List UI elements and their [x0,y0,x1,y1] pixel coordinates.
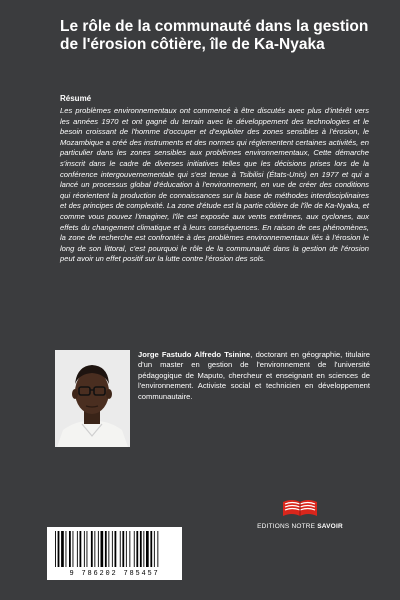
barcode-digits: 9 786202 785457 [69,570,160,578]
barcode-bar [122,531,124,567]
barcode-bar [146,531,149,567]
barcode-bar [98,531,99,567]
barcode-bar [91,531,93,567]
barcode-bar [87,531,88,567]
barcode-bar [73,531,74,567]
barcode-bar [55,531,56,567]
barcode-bar [143,531,144,567]
abstract-heading: Résumé [60,94,92,103]
abstract-text: Les problèmes environnementaux ont commencé à être discutés avec plus d'intérêt vers les années 1970 et ont gagné du terrain avec le développement des technologies et le besoin croissant de l'homme d'occuper et d'exploiter des zones sensibles à l'érosion, le Mozambique a créé des instruments et des normes qui réglementent certaines activités, en particulier dans les zones sensibles aux problèmes environnementaux, Cette démarche s'inscrit dans le cadre de diverses initiatives telles que les décisions prises lors de la conférence intergouvernementale qui s'est tenue à Tsibilisi (États-Unis) en 1977 et qui a lancé un processus global d'éducation à l'environnement, en vue de créer des conditions qui réorientent la production de connaissances sur la base de méthodes interdisciplinaires et des principes de complexité. La zone d'étude est la partie côtière de l'île de Ka-Nyaka, et comme vous pouvez l'imaginer, l'île est exposée aux vents extrêmes, aux cyclones, aux effets du changement climatique et à leurs conséquences. En raison de ces phénomènes, la zone de recherche est confrontée à des problèmes environnementaux liés à l'érosion le long de son littoral, c'est pourquoi le rôle de la communauté dans la gestion de l'érosion peut avoir un effet positif sur la lutte contre l'érosion des sols. [60,106,369,264]
barcode-bar [80,531,82,567]
barcode-bar [108,531,109,567]
barcode-bar [134,531,135,567]
publisher-book-logo-icon [280,494,320,520]
barcode [47,527,182,580]
barcode-bar [157,531,158,567]
barcode-bar [66,531,67,567]
barcode-bar [154,531,155,567]
book-title: Le rôle de la communauté dans la gestion de l'érosion côtière, île de Ka-Nyaka [60,18,369,53]
barcode-bar [129,531,130,567]
author-bio-text: , doctorant en géographie, titulaire d'un master en gestion de l'environnement de l'université pédagogique de Maputo, chercheur et enseignant en sciences de l'environnement. Activiste social et technicien en développement communautaire. [138,350,370,401]
publisher-name-bold: SAVOIR [317,523,343,530]
barcode-bar [84,531,85,567]
barcode-bar [115,531,117,567]
barcode-bar [61,531,64,567]
barcode-bar [136,531,138,567]
barcode-bar [94,531,95,567]
barcode-bar [150,531,152,567]
barcode-bar [105,531,107,567]
barcode-bars-icon [47,527,182,569]
author-portrait-icon [55,350,130,447]
barcode-bar [126,531,127,567]
barcode-bar [58,531,60,567]
barcode-bar [101,531,104,567]
author-photo [55,350,130,447]
barcode-bar [69,531,71,567]
barcode-bar [112,531,113,567]
barcode-bar [140,531,142,567]
publisher-name-regular: EDITIONS NOTRE [257,523,318,530]
barcode-bar [120,531,121,567]
publisher-name [245,523,355,530]
publisher-block [245,494,355,530]
barcode-bar [77,531,78,567]
author-bio [138,350,370,402]
author-name: Jorge Fastudo Alfredo Tsinine [138,350,251,359]
